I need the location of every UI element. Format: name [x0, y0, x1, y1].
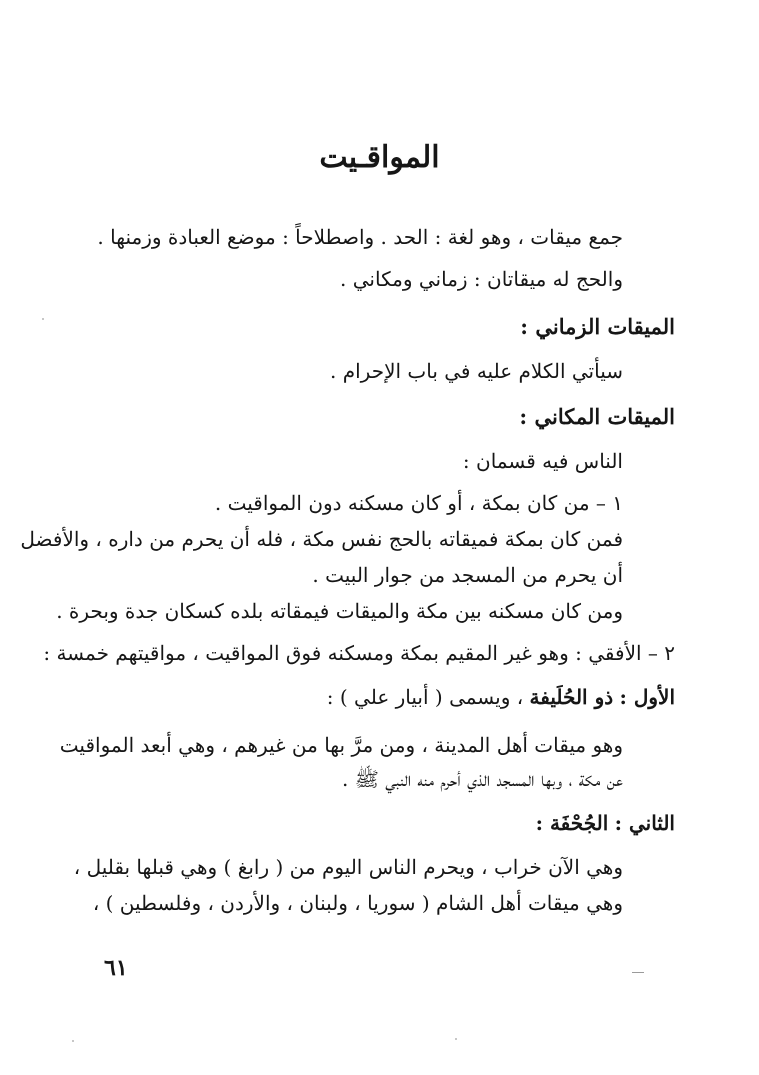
text-line: فمن كان بمكة فميقاته بالحج نفس مكة ، فله أن يحرم من داره ، والأفضل [20, 527, 623, 551]
miqat-first-name: ذو الحُلَيفة [529, 685, 614, 709]
scan-speck [72, 1040, 74, 1042]
text-line: ومن كان مسكنه بين مكة والميقات فيمقاته بلده كسكان جدة وبحرة . [56, 599, 623, 623]
miqat-second-heading [536, 808, 675, 838]
page-title: المواقـيت [319, 140, 440, 175]
text-line: سيأتي الكلام عليه في باب الإحرام . [330, 359, 623, 383]
text-line: وهو ميقات أهل المدينة ، ومن مرَّ بها من غيرهم ، وهي أبعد المواقيت [59, 733, 623, 757]
text-line: أن يحرم من المسجد من جوار البيت . [312, 563, 623, 587]
scan-speck [632, 972, 644, 973]
text-line: وهي الآن خراب ، ويحرم الناس اليوم من ( رابغ ) وهي قبلها بقليل ، [73, 855, 623, 879]
scan-speck [42, 318, 44, 320]
text-line: الناس فيه قسمان : [462, 449, 623, 473]
text-line: عن مكة ، وبها المسجد الذي أحرم منه النبي ﷺ . [342, 767, 623, 791]
text-line: وهي ميقات أهل الشام ( سوريا ، ولبنان ، والأردن ، وفلسطين ) ، [92, 891, 623, 915]
section-heading-temporal-miqat: الميقات الزماني : [520, 314, 675, 339]
text-line: والحج له ميقاتان : زماني ومكاني . [340, 267, 623, 291]
miqat-first-alias: ، ويسمى ( أبيار علي ) : [326, 685, 524, 709]
text-line: جمع ميقات ، وهو لغة : الحد . واصطلاحاً : موضع العبادة وزمنها . [97, 225, 623, 249]
section-heading-spatial-miqat: الميقات المكاني : [519, 404, 675, 429]
miqat-first-label: الأول : [619, 685, 675, 709]
miqat-second-label: الثاني : [614, 811, 675, 835]
list-item-two: ٢ – الأفقي : وهو غير المقيم بمكة ومسكنه فوق المواقيت ، مواقيتهم خمسة : [43, 641, 675, 665]
miqat-first-heading [327, 682, 675, 712]
miqat-second-name: الجُحْفَة : [535, 811, 609, 835]
scan-speck [455, 1038, 457, 1040]
page-number: ٦١ [104, 955, 128, 981]
list-item-one: ١ – من كان بمكة ، أو كان مسكنه دون المواقيت . [214, 491, 623, 515]
